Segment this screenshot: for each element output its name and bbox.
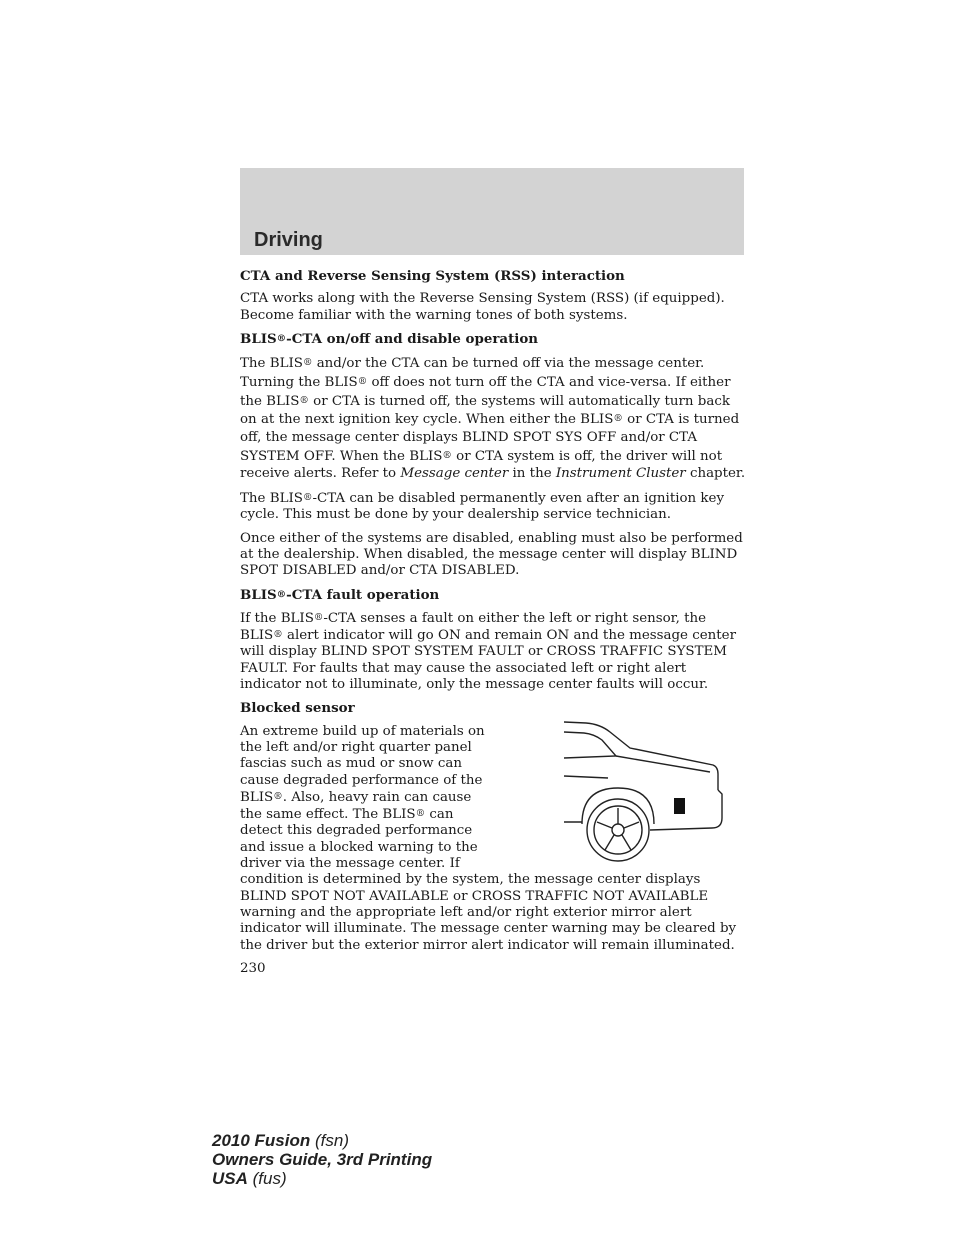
trunk-edge	[616, 756, 710, 772]
rear-bumper	[650, 790, 722, 830]
body-side	[564, 776, 608, 778]
hub	[612, 824, 624, 836]
footer-line-market: USA (fus)	[212, 1169, 287, 1188]
heading-blocked-sensor: Blocked sensor	[240, 700, 355, 717]
paragraph-rss: CTA works along with the Reverse Sensing System (RSS) (if equipped). Become familiar with the warning tones of both systems.	[240, 291, 725, 323]
section-title: Driving	[254, 229, 323, 251]
footer-line-model: 2010 Fusion (fsn)	[212, 1131, 349, 1150]
ref-message-center: Message center	[400, 466, 509, 482]
ref-instrument-cluster: Instrument Cluster	[555, 466, 686, 482]
spokes	[597, 808, 639, 850]
heading-rss-interaction: CTA and Reverse Sensing System (RSS) interaction	[240, 268, 625, 284]
heading-onoff: BLIS®-CTA on/off and disable operation	[240, 330, 539, 347]
heading-fault: BLIS®-CTA fault operation	[240, 586, 440, 603]
footer-line-guide: Owners Guide, 3rd Printing	[212, 1150, 433, 1169]
rear-quarter-panel-illustration	[498, 718, 748, 868]
page-number: 230	[240, 961, 266, 976]
roof-line	[564, 722, 718, 790]
paragraph-enable: Once either of the systems are disabled, enabling must also be performed at the dealership. When disabled, the message center will display BLIND SPOT DISABLED and/or CTA DISABLED.	[240, 530, 743, 579]
paragraph-fault: If the BLIS®-CTA senses a fault on either the left or right sensor, the BLIS® alert indicator will go ON and remain ON and the message center will display BLIND SPOT SYSTEM FAULT or CROSS TRAFFIC SYSTEM FAULT. For faults that may cause the associated left or right alert indicator not to illuminate, only the message center faults will occur.	[240, 610, 736, 693]
sensor-location-marker	[674, 798, 685, 814]
paragraph-onoff: The BLIS® and/or the CTA can be turned off via the message center. Turning the BLIS® off does not turn off the CTA and vice-versa. If either the BLIS® or CTA is turned off, the systems will automatically turn back on at the next ignition key cycle. When either the BLIS® or CTA is turned off, the message center displays BLIND SPOT SYS OFF and/or CTA SYSTEM OFF. When the BLIS® or CTA system is off, the driver will not receive alerts. Refer to Message center in the Instrument Cluster chapter.	[240, 356, 746, 482]
page-content	[240, 268, 748, 961]
paragraph-disable: The BLIS®-CTA can be disabled permanently even after an ignition key cycle. This must be done by your dealership service technician.	[240, 491, 725, 523]
document-footer	[212, 1131, 432, 1188]
rear-window	[564, 732, 616, 758]
paragraph-blocked: An extreme build up of materials on the left and/or right quarter panel fascias such as mud or snow can cause degraded performance of the BLIS®. Also, heavy rain can cause the same effect. The BLIS® can detect this degraded performance and issue a blocked warning to the driver via the message center. If condition is determined by the system, the message center displays BLIND SPOT NOT AVAILABLE or CROSS TRAFFIC NOT AVAILABLE warning and the appropriate left and/or right exterior mirror alert indicator will illuminate. The message center warning may be cleared by the driver but the exterior mirror alert indicator will remain illuminated.	[240, 723, 737, 953]
